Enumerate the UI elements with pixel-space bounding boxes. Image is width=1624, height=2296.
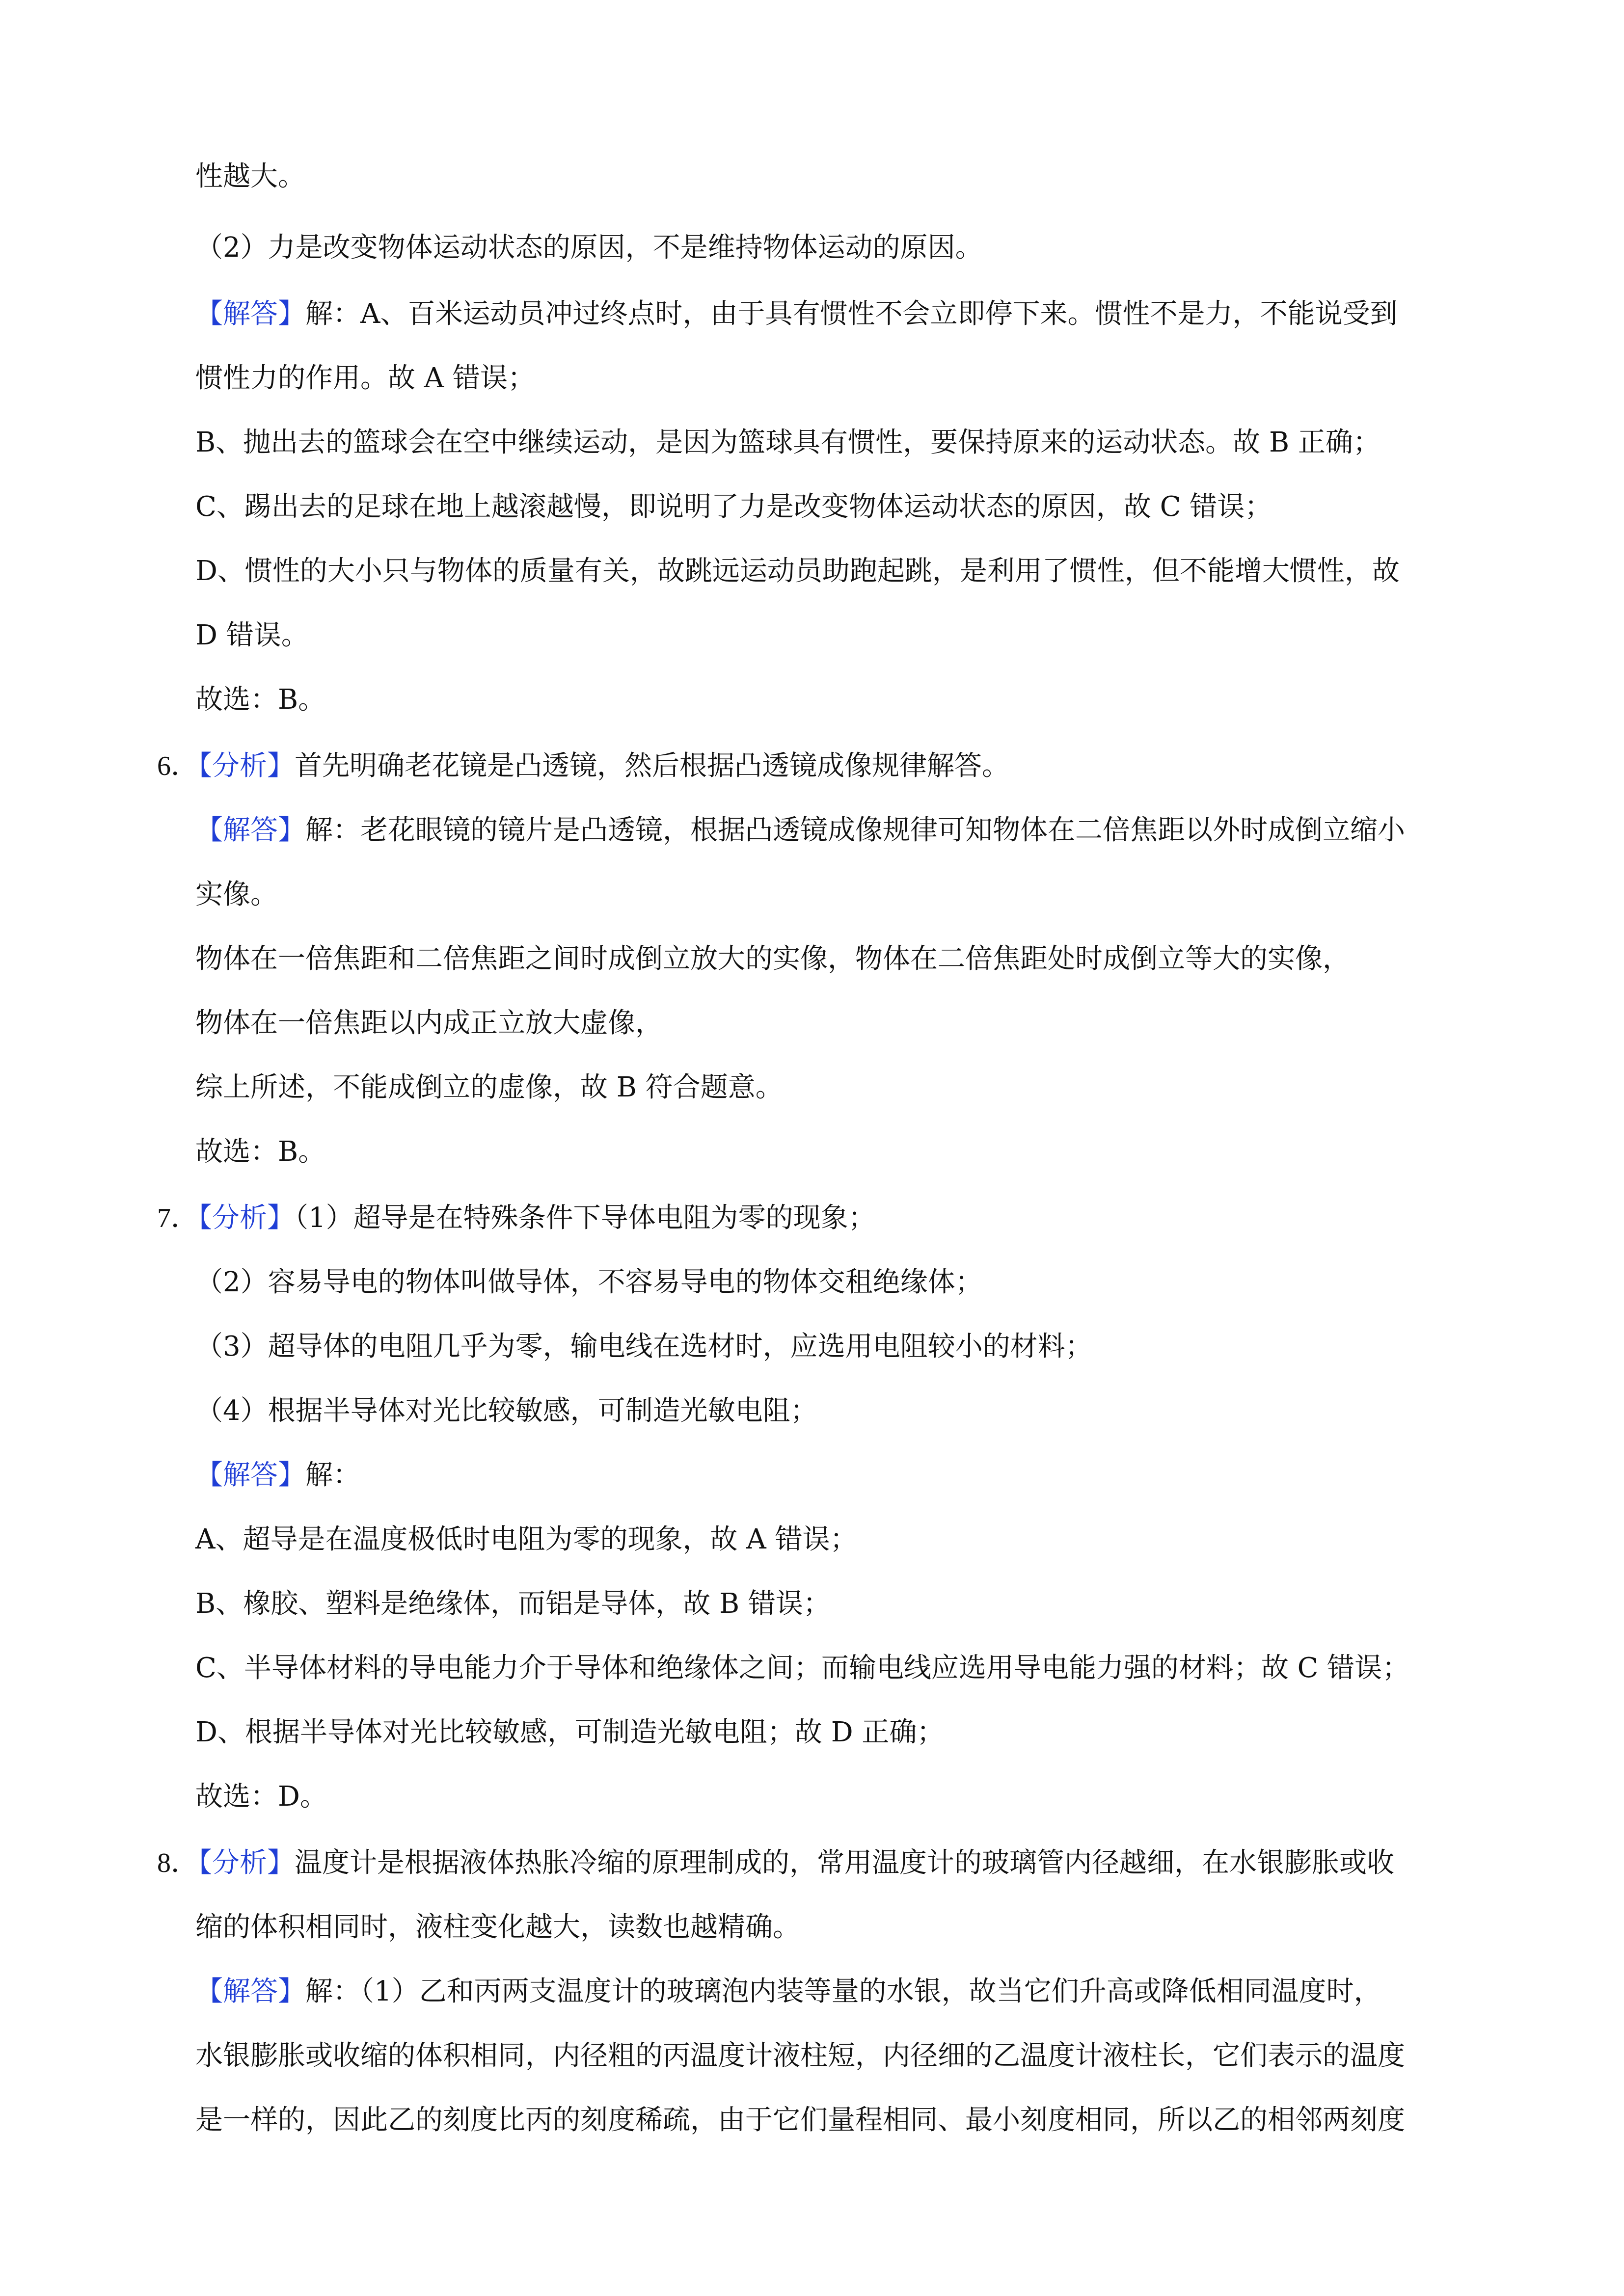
text-line: B、橡胶、塑料是绝缘体，而铝是导体，故 B 错误； [195, 1588, 831, 1620]
answer-tag: 【解答】 [195, 1459, 305, 1491]
text-line: C、半导体材料的导电能力介于导体和绝缘体之间；而输电线应选用导电能力强的材料；故 C 错误； [195, 1652, 1410, 1684]
text-line: D、根据半导体对光比较敏感，可制造光敏电阻；故 D 正确； [195, 1716, 945, 1748]
answer-tag: 【解答】 [195, 814, 305, 846]
text-line: 综上所述，不能成倒立的虚像，故 B 符合题意。 [195, 1071, 783, 1103]
text-line: D 错误。 [195, 619, 309, 651]
text-line: 性越大。 [195, 160, 305, 192]
text-line: A、超导是在温度极低时电阻为零的现象，故 A 错误； [195, 1523, 858, 1555]
text-line: （4）根据半导体对光比较敏感，可制造光敏电阻； [195, 1395, 818, 1427]
question-number: 7． [157, 1203, 198, 1233]
text-line: 故选：D。 [195, 1781, 327, 1813]
text-line: 【解答】解：（1）乙和丙两支温度计的玻璃泡内装等量的水银，故当它们升高或降低相同温度时， [195, 1976, 1381, 2007]
text-line: 故选：B。 [195, 1136, 326, 1168]
text-line: 【解答】解：A、百米运动员冲过终点时，由于具有惯性不会立即停下来。惯性不是力，不能说受到 [195, 298, 1398, 330]
text-line: C、踢出去的足球在地上越滚越慢，即说明了力是改变物体运动状态的原因，故 C 错误； [195, 491, 1272, 523]
question-number: 6． [157, 751, 198, 781]
text-line: 惯性力的作用。故 A 错误； [195, 362, 536, 394]
text-line: 实像。 [195, 879, 278, 910]
text-line: 物体在一倍焦距和二倍焦距之间时成倒立放大的实像，物体在二倍焦距处时成倒立等大的实像， [195, 943, 1350, 975]
text-line: 水银膨胀或收缩的体积相同，内径粗的丙温度计液柱短，内径细的乙温度计液柱长，它们表示的温度 [195, 2040, 1405, 2072]
question-6-line: 6．【分析】首先明确老花镜是凸透镜，然后根据凸透镜成像规律解答。 [157, 750, 1009, 782]
analysis-tag: 【分析】 [198, 1847, 295, 1879]
question-7-line: 7．【分析】（1）超导是在特殊条件下导体电阻为零的现象； [157, 1202, 876, 1234]
analysis-tag: 【分析】 [198, 750, 295, 782]
analysis-tag: 【分析】 [198, 1202, 295, 1234]
text-line: B、抛出去的篮球会在空中继续运动，是因为篮球具有惯性，要保持原来的运动状态。故 B 正确； [195, 427, 1380, 458]
text-line: 物体在一倍焦距以内成正立放大虚像， [195, 1007, 663, 1039]
question-8-line: 8．【分析】温度计是根据液体热胀冷缩的原理制成的，常用温度计的玻璃管内径越细，在水银膨胀或收 [157, 1847, 1394, 1879]
text-line: D、惯性的大小只与物体的质量有关，故跳远运动员助跑起跳，是利用了惯性，但不能增大惯性，故 [195, 555, 1400, 587]
answer-tag: 【解答】 [195, 1976, 305, 2007]
text-line: 故选：B。 [195, 684, 326, 716]
text-line: （3）超导体的电阻几乎为零，输电线在选材时，应选用电阻较小的材料； [195, 1331, 1093, 1362]
text-line: 【解答】解：老花眼镜的镜片是凸透镜，根据凸透镜成像规律可知物体在二倍焦距以外时成倒立缩小 [195, 814, 1405, 846]
answer-tag: 【解答】 [195, 298, 305, 330]
text-line: 【解答】解： [195, 1459, 360, 1491]
question-number: 8． [157, 1848, 198, 1878]
text-line: （2）容易导电的物体叫做导体，不容易导电的物体交租绝缘体； [195, 1266, 983, 1298]
text-line: 是一样的，因此乙的刻度比丙的刻度稀疏，由于它们量程相同、最小刻度相同，所以乙的相邻两刻度 [195, 2104, 1405, 2136]
text-line: （2）力是改变物体运动状态的原因，不是维持物体运动的原因。 [195, 232, 983, 264]
text-line: 缩的体积相同时，液柱变化越大，读数也越精确。 [195, 1911, 800, 1943]
